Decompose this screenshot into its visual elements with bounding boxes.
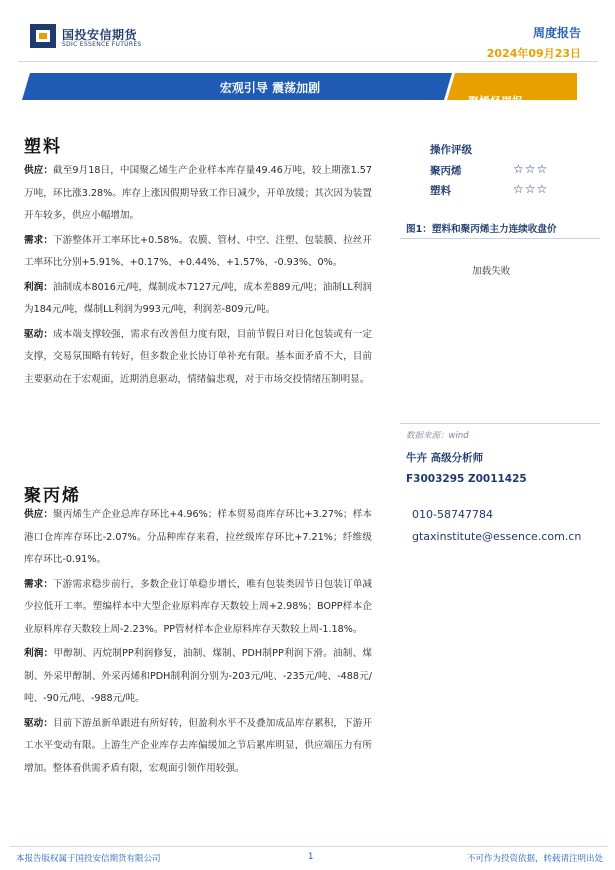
report-type: 周度报告 xyxy=(532,26,581,40)
page-number: 1 xyxy=(308,852,314,862)
section-title-plastic: 塑料 xyxy=(24,137,62,157)
section-title-pp: 聚丙烯 xyxy=(24,486,81,506)
company-subtitle: SDIC ESSENCE FUTURES xyxy=(62,41,142,48)
analyst-phone: 010-58747784 xyxy=(412,508,493,521)
analyst-email[interactable]: gtaxinstitute@essence.com.cn xyxy=(412,530,582,543)
header-divider xyxy=(18,61,598,62)
company-logo-icon xyxy=(30,24,56,48)
rating-name-plastic: 塑料 xyxy=(430,185,451,197)
report-date: 2024年09月23日 xyxy=(486,47,581,60)
section-body-plastic xyxy=(24,160,372,393)
figure-top-rule xyxy=(400,238,600,239)
data-source: 数据来源：wind xyxy=(406,431,469,441)
figure-load-failed: 加载失败 xyxy=(472,266,511,277)
paragraph-driver: 驱动：成本端支撑较强，需求有改善但力度有限，目前节假日对日化包装或有一定支撑，交易氛围略有转好，但多数企业长协订单补充有限。基本面矛盾不大，目前主要驱动在于宏观面，近期消息驱动，情绪偏悲观，对于市场交投情绪压制明显。 xyxy=(24,328,373,385)
banner-title: 宏观引导 震荡加剧 xyxy=(219,81,321,95)
rating-name-pp: 聚丙烯 xyxy=(430,165,462,177)
footer-divider xyxy=(10,846,608,847)
figure-title: 图1：塑料和聚丙烯主力连续收盘价 xyxy=(406,224,557,235)
paragraph-profit: 利润：甲醇制、丙烷制PP利润修复，油制、煤制、PDH制PP利润下滑。油制、煤制、外采甲醇制、外采丙烯和PDH制利润分别为-203元/吨、-235元/吨、-488元/吨、-90元/吨、-988元/吨。 xyxy=(24,648,373,704)
paragraph-profit: 利润：油制成本8016元/吨，煤制成本7127元/吨，成本差889元/吨；油制LL利润为184元/吨，煤制LL利润为993元/吨，利润差-809元/吨。 xyxy=(24,281,373,315)
footer-disclaimer: 不可作为投资依据，转载请注明出处 xyxy=(466,854,603,864)
paragraph-supply: 供应：聚丙烯生产企业总库存环比+4.96%；样本贸易商库存环比+3.27%；样本港口仓库库存环比-2.07%。分品种库存来看，拉丝级库存环比+7.21%；纤维级库存环比-0.91%。 xyxy=(24,509,373,565)
figure-bottom-rule xyxy=(400,423,600,424)
analyst-certificates: F3003295 Z0011425 xyxy=(406,473,527,485)
paragraph-demand: 需求：下游整体开工率环比+0.58%。农膜、管材、中空、注塑、包装膜、拉丝开工率环比分别+5.91%、+0.17%、+0.44%、+1.57%、-0.93%、0%。 xyxy=(24,234,373,268)
paragraph-supply: 供应：截至9月18日，中国聚乙烯生产企业样本库存量49.46万吨，较上期涨1.57万吨，环比涨3.28%。库存上涨因假期导致工作日减少，开单放缓；其次因为装置开车较多，供应小幅增加。 xyxy=(24,165,372,221)
paragraph-driver: 驱动：目前下游虽新单跟进有所好转，但盈利水平不及叠加成品库存累积，下游开工水平变动有限。上游生产企业库存去库偏缓加之节后累库明显，供应端压力有所增加。整体看供需矛盾有限，宏观面引领作用较强。 xyxy=(24,717,373,774)
banner-tag: 聚烯烃周报 xyxy=(468,95,523,108)
rating-title: 操作评级 xyxy=(430,144,472,156)
company-name: 国投安信期货 xyxy=(62,28,138,42)
paragraph-demand: 需求：下游需求稳步前行，多数企业订单稳步增长，唯有包装类因节日包装订单减少拉低开工率。塑编样本中大型企业原料库存天数较上周+2.98%；BOPP样本企业原料库存天数较上周-2.23%。PP管材样本企业原料库存天数较上周-1.18%。 xyxy=(24,578,373,635)
rating-stars-pp: ☆☆☆ xyxy=(513,162,549,176)
section-body-pp xyxy=(24,504,372,782)
footer-copyright: 本报告版权属于国投安信期货有限公司 xyxy=(16,854,161,864)
rating-stars-plastic: ☆☆☆ xyxy=(513,182,549,196)
analyst-name: 牛卉 高级分析师 xyxy=(406,452,484,464)
